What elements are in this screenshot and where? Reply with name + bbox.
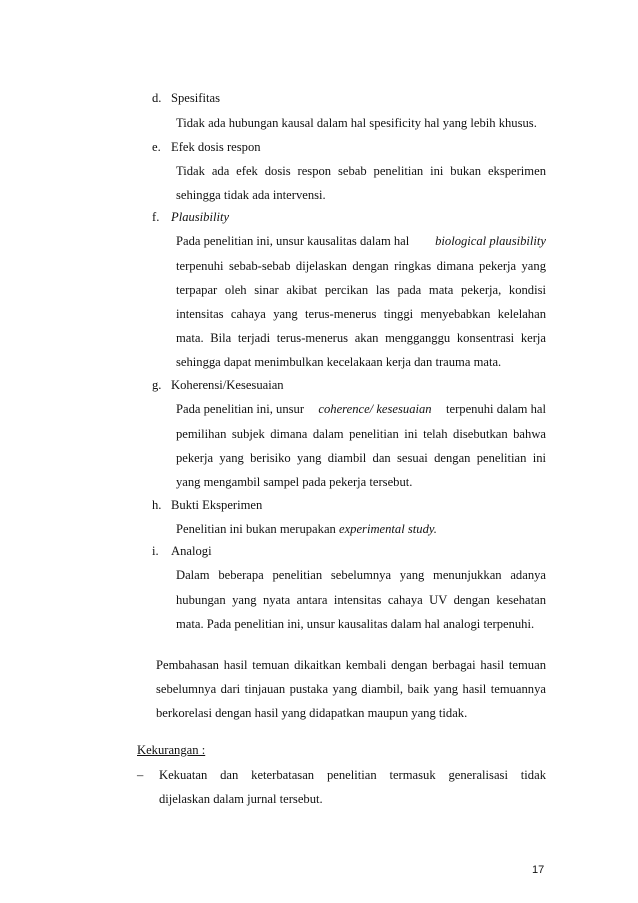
item-g-body-line-2: pemilihan subjek dimana dalam penelitian ini telah disebutkan bahwa (176, 427, 546, 441)
item-f-body-line-6: sehingga dapat menimbulkan kecelakaan kerja dan trauma mata. (176, 355, 502, 369)
item-e-label: e. (152, 140, 161, 154)
item-g-body-line-1-text: Pada penelitian ini, unsur (176, 402, 305, 416)
page-number: 17 (532, 864, 545, 876)
pembahasan-line-1: Pembahasan hasil temuan dikaitkan kembali dengan berbagai hasil temuan (156, 658, 546, 672)
kekurangan-heading: Kekurangan : (137, 743, 206, 757)
item-f-body-line-1 (176, 233, 546, 249)
item-f-body-line-1-term: biological plausibility (435, 234, 546, 248)
item-f-body-line-2: terpenuhi sebab-sebab dijelaskan dengan ringkas dimana pekerja yang (176, 259, 546, 273)
item-h-body-line-1 (176, 521, 437, 537)
item-f-title: Plausibility (171, 210, 230, 224)
item-g-body-line-1 (176, 401, 546, 417)
item-g-body-line-3: pekerja yang berisiko yang diambil dan sesuai dengan penelitian ini (176, 451, 546, 465)
kekurangan-line-2: dijelaskan dalam jurnal tersebut. (159, 792, 323, 806)
item-f-label: f. (152, 210, 160, 224)
item-i-body-line-1: Dalam beberapa penelitian sebelumnya yang menunjukkan adanya (176, 568, 546, 582)
item-i-body-line-2: hubungan yang nyata antara intensitas cahaya UV dengan kesehatan (176, 593, 546, 607)
kekurangan-dash: – (137, 768, 144, 782)
item-g-body-line-1-term: coherence/ kesesuaian (318, 402, 432, 416)
item-e-body-line-2: sehingga tidak ada intervensi. (176, 188, 326, 202)
item-i-body-line-3: mata. Pada penelitian ini, unsur kausalitas dalam hal analogi terpenuhi. (176, 617, 535, 631)
item-h-body-text: Penelitian ini bukan merupakan (176, 522, 336, 536)
item-g-body-line-4: yang mengambil sampel pada pekerja tersebut. (176, 475, 413, 489)
item-h-label: h. (152, 498, 162, 512)
item-h-title: Bukti Eksperimen (171, 498, 263, 512)
item-i-label: i. (152, 544, 159, 558)
item-d-label: d. (152, 91, 162, 105)
item-f-body-line-5: mata. Bila terjadi terus-menerus akan mengganggu konsentrasi kerja (176, 331, 546, 345)
item-d-title: Spesifitas (171, 91, 220, 105)
pembahasan-line-3: berkorelasi dengan hasil yang didapatkan maupun yang tidak. (156, 706, 468, 720)
item-d-body-line-1: Tidak ada hubungan kausal dalam hal spesificity hal yang lebih khusus. (176, 116, 537, 130)
item-e-title: Efek dosis respon (171, 140, 261, 154)
pembahasan-line-2: sebelumnya dari tinjauan pustaka yang diambil, baik yang hasil temuannya (156, 682, 546, 696)
item-f-body-line-4: intensitas cahaya yang terus-menerus tinggi menyebabkan kelelahan (176, 307, 546, 321)
kekurangan-line-1: Kekuatan dan keterbatasan penelitian termasuk generalisasi tidak (159, 768, 546, 782)
item-g-title: Koherensi/Kesesuaian (171, 378, 284, 392)
item-g-label: g. (152, 378, 162, 392)
item-h-body-term: experimental study. (338, 522, 437, 536)
item-f-body-line-3: terpapar oleh sinar akibat percikan las pada mata pekerja, kondisi (176, 283, 546, 297)
item-f-body-line-1-text: Pada penelitian ini, unsur kausalitas dalam hal (176, 234, 410, 248)
item-g-body-line-1-tail: terpenuhi dalam hal (445, 402, 546, 416)
item-e-body-line-1: Tidak ada efek dosis respon sebab penelitian ini bukan eksperimen (176, 164, 546, 178)
item-i-title: Analogi (171, 544, 212, 558)
